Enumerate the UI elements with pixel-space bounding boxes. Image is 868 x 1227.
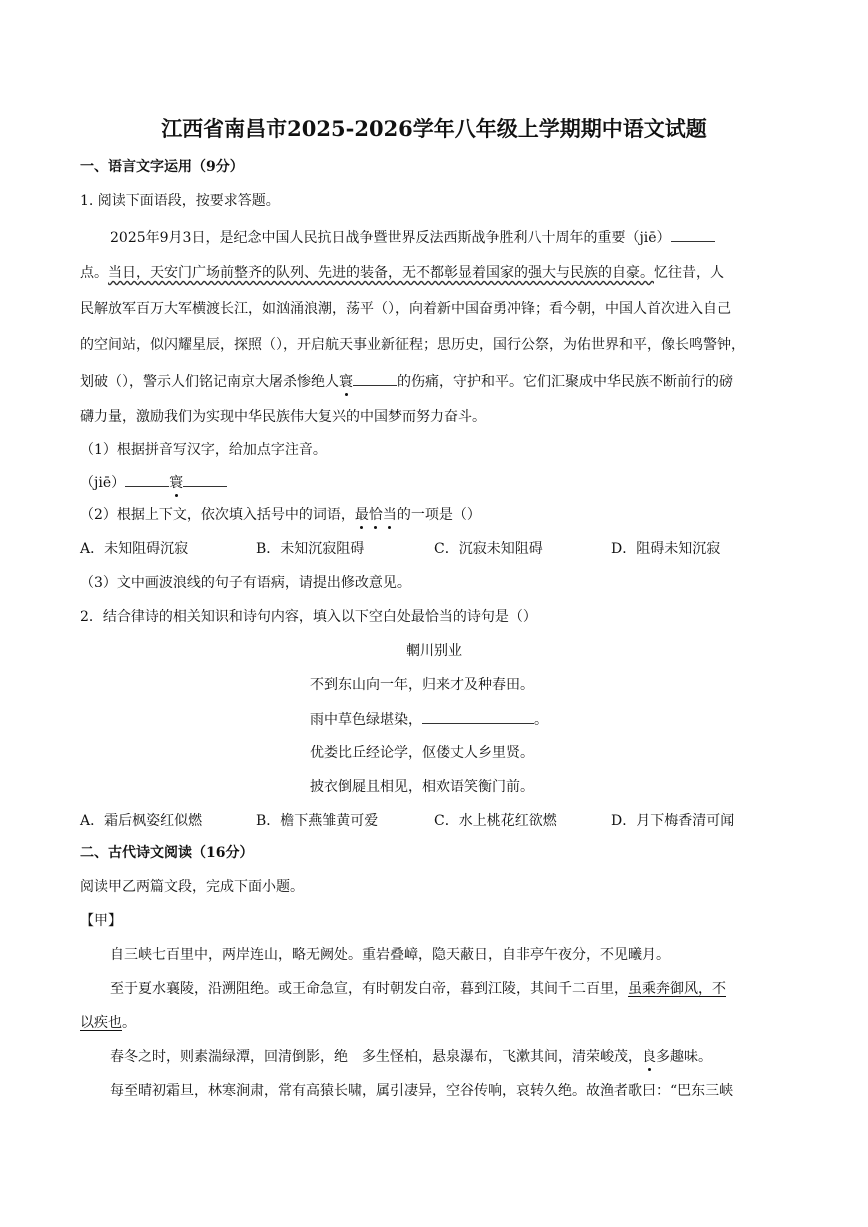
- q1-option-d[interactable]: D．阻碍未知沉寂: [611, 541, 721, 557]
- passage-line-5: 划破（），警示人们铭记南京大屠杀惨绝人寰 的伤痛，守护和平。它们汇聚成中华民族不断前行的磅: [80, 371, 786, 392]
- sub-question-1-answer: （jiē） 寰: [80, 472, 786, 493]
- q2-stem: 2．结合律诗的相关知识和诗句内容，填入以下空白处最恰当的诗句是（）: [80, 609, 537, 625]
- poem-title: 輞川别业: [406, 643, 462, 659]
- label-jia: 【甲】: [80, 913, 122, 929]
- passage-line-2: 点。当日，天安门广场前整齐的队列、先进的装备，无不都彰显着国家的强大与民族的自豪。忆往昔，人: [80, 265, 724, 281]
- q1-stem: 1. 阅读下面语段，按要求答题。: [80, 193, 280, 209]
- passage-line-6: 礴力量，激励我们为实现中华民族伟大复兴的中国梦而努力奋斗。: [80, 409, 486, 425]
- passage-line-1: 2025年9月3日，是纪念中国人民抗日战争暨世界反法西斯战争胜利八十周年的重要（jiē）: [110, 227, 786, 248]
- poem-line-2: 雨中草色绿堪染， 。: [310, 709, 786, 730]
- section2-intro: 阅读甲乙两篇文段，完成下面小题。: [80, 879, 304, 895]
- underlined-sentence: 虽乘奔御风，不: [628, 981, 726, 997]
- jia-paragraph-1: 自三峡七百里中，两岸连山，略无阙处。重岩叠嶂，隐天蔽日，自非亭午夜分，不见曦月。: [110, 947, 670, 963]
- passage-line-3: 民解放军百万大军横渡长江，如汹涌浪潮，荡平（），向着新中国奋勇冲锋；看今朝，中国人首次进入自己: [80, 301, 731, 317]
- answer-blank: [353, 371, 397, 386]
- q2-option-b[interactable]: B．檐下燕雏黄可爱: [256, 813, 379, 829]
- jia-paragraph-2-line-1: 至于夏水襄陵，沿溯阻绝。或王命急宣，有时朝发白帝，暮到江陵，其间千二百里，虽乘奔御风，不: [110, 981, 726, 997]
- sub-question-1: （1）根据拼音写汉字，给加点字注音。: [80, 442, 327, 458]
- answer-blank: [125, 472, 169, 487]
- poem-blank: [422, 709, 534, 724]
- wavy-sentence: 当日，天安门广场前整齐的队列、先进的装备，无不都彰显着国家的强大与民族的自豪。: [108, 265, 654, 281]
- dotted-char: 良: [642, 1049, 656, 1065]
- passage-line-4: 的空间站，似闪耀星辰，探照（），开启航天事业新征程；思历史，国行公祭，为佑世界和平，像长鸣警钟，: [80, 337, 745, 353]
- jia-paragraph-2-line-2: 以疾也。: [80, 1015, 136, 1031]
- jia-paragraph-3: 春冬之时，则素湍绿潭，回清倒影，绝 多生怪柏，悬泉瀑布，飞漱其间，清荣峻茂，良多趣味。: [110, 1049, 712, 1065]
- poem-line-1: 不到东山向一年，归来才及种春田。: [310, 677, 534, 693]
- q1-option-b[interactable]: B．未知沉寂阻碍: [256, 541, 365, 557]
- page-title: 江西省南昌市2025-2026学年八年级上学期期中语文试题: [161, 116, 707, 141]
- section1-heading: 一、语言文字运用（9分）: [80, 159, 244, 175]
- poem-line-3: 优娄比丘经论学，伛偻丈人乡里贤。: [310, 745, 534, 761]
- sub-question-3: （3）文中画波浪线的句子有语病，请提出修改意见。: [80, 575, 411, 591]
- section2-heading: 二、古代诗文阅读（16分）: [80, 845, 254, 861]
- q2-option-c[interactable]: C．水上桃花红欲燃: [434, 813, 557, 829]
- sub-question-2: （2）根据上下文，依次填入括号中的词语，最恰当的一项是（）: [80, 507, 481, 523]
- dotted-char: 寰: [169, 475, 184, 491]
- q1-option-c[interactable]: C．沉寂未知阻碍: [434, 541, 543, 557]
- jia-paragraph-4: 每至晴初霜旦，林寒涧肃，常有高猿长啸，属引凄异，空谷传响，哀转久绝。故渔者歌曰：“巴东三峡: [110, 1083, 734, 1099]
- answer-blank: [183, 472, 227, 487]
- dotted-char: 寰: [339, 374, 353, 390]
- q2-option-d[interactable]: D．月下梅香清可闻: [611, 813, 735, 829]
- q2-option-a[interactable]: A．霜后枫姿红似燃: [80, 813, 203, 829]
- q1-option-a[interactable]: A．未知阻碍沉寂: [80, 541, 189, 557]
- poem-line-4: 披衣倒屣且相见，相欢语笑衡门前。: [310, 779, 534, 795]
- answer-blank: [671, 227, 715, 242]
- underlined-sentence: 以疾也: [80, 1015, 122, 1031]
